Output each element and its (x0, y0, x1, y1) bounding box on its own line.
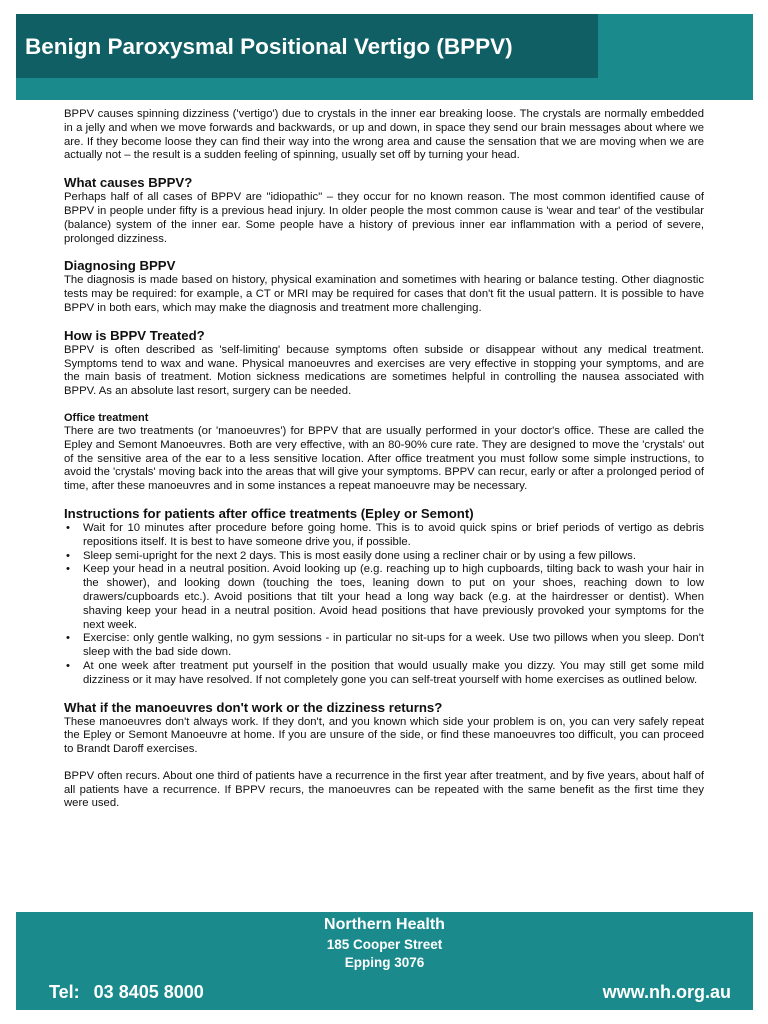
list-item-text: Keep your head in a neutral position. Avoid looking up (e.g. reaching up to high cupboards, tilting back to wash your hair in the shower), and looking down (touching the toes, leaning down to put on your shoes, reaching down to low drawers/cupboards etc.). Avoid positions that tilt your head a long way back (e.g. at the hairdresser or dentist). When shaving keep your head in a neutral position. Avoid head positions that have previously provoked your symptoms for the next week. (83, 563, 704, 631)
bullet-icon: • (66, 659, 70, 672)
section-body-recurs-1: These manoeuvres don't always work. If they don't, and you known which side your problem is on, you can very safely repeat the Epley or Semont Manoeuvre at home. If you are unsure of the side, or find these manoeuvres too difficult, you can proceed to Brandt Daroff exercises. (64, 715, 704, 756)
footer-band (16, 912, 753, 1010)
bullet-icon: • (66, 632, 70, 645)
telephone-number[interactable]: 03 8405 8000 (93, 982, 204, 1002)
footer-organisation: Northern Health (324, 916, 445, 933)
bullet-icon: • (66, 549, 70, 562)
bullet-icon: • (66, 563, 70, 576)
list-item-text: At one week after treatment put yourself in the position that would usually make you dizzy. You may still get some mild dizziness or it may have resolved. If not completely gone you can self-treat yourself with home exercises as outlined below. (83, 659, 704, 686)
section-heading-causes: What causes BPPV? (64, 175, 193, 191)
main-content (64, 108, 704, 811)
list-item (64, 660, 704, 688)
list-item (64, 522, 704, 550)
intro-paragraph: BPPV causes spinning dizziness ('vertigo') due to crystals in the inner ear breaking loose. The crystals are normally embedded in a jelly and when we move forwards and backwards, or up and down, in space they send our brain messages about where we are. If they become loose they can find their way into the wrong area and cause the sensation that we are moving when we are actually not – the result is a sudden feeling of spinning, usually set off by turning your head. (64, 108, 704, 162)
section-body-office-treatment: There are two treatments (or 'manoeuvres') for BPPV that are usually performed in your doctor's office. These are called the Epley and Semont Manoeuvres. Both are very effective, with an 80-90% cure rate. They are designed to move the 'crystals' out of the sensitive area of the ear to a less sensitive location. After office treatment you must follow some simple instructions, to avoid the 'crystals' moving back into the areas that will give your symptoms. BPPV can recur, early or after a prolonged period of time, after these manoeuvres and in some instances a repeat manoeuvre may be necessary. (64, 424, 704, 493)
section-body-diagnosing: The diagnosis is made based on history, physical examination and sometimes with hearing or balance testing. Other diagnostic tests may be required: for example, a CT or MRI may be required for cases that don't fit the usual pattern. It is possible to have BPPV in both ears, which may make the diagnosis and treatment more challenging. (64, 274, 704, 314)
subheading-office-treatment: Office treatment (64, 411, 149, 424)
list-item (64, 632, 704, 660)
telephone-label: Tel: (49, 982, 80, 1002)
section-heading-diagnosing: Diagnosing BPPV (64, 258, 176, 274)
footer-telephone (49, 982, 204, 1003)
bullet-icon: • (66, 521, 70, 534)
section-body-causes: Perhaps half of all cases of BPPV are "idiopathic" – they occur for no known reason. The most common identified cause of BPPV in people under fifty is a previous head injury. In older people the most common cause is 'wear and tear' of the vestibular (balance) system of the inner ear. Some people have a history of previous inner ear inflammation with a period of severe, prolonged dizziness. (64, 191, 704, 245)
list-item-text: Wait for 10 minutes after procedure before going home. This is to avoid quick spins or brief periods of vertigo as debris repositions itself. It is best to have someone drive you, if possible. (83, 521, 704, 548)
footer-website-link[interactable]: www.nh.org.au (602, 982, 731, 1002)
instructions-list (64, 522, 704, 688)
list-item (64, 563, 704, 632)
section-body-treated: BPPV is often described as 'self-limiting' because symptoms often subside or disappear without any medical treatment. Symptoms tend to wax and wane. Physical manoeuvres and exercises are very effective in stopping your symptoms, and are the main basis of treatment. Motion sickness medications are sometimes helpful in controlling the nausea associated with BPPV. As an absolute last resort, surgery can be needed. (64, 343, 704, 398)
footer-street-address: 185 Cooper Street (326, 937, 443, 952)
list-item-text: Sleep semi-upright for the next 2 days. This is most easily done using a recliner chair or by using a few pillows. (83, 549, 636, 562)
page-title: Benign Paroxysmal Positional Vertigo (BPPV) (25, 34, 513, 59)
list-item (64, 550, 704, 564)
section-heading-instructions: Instructions for patients after office treatments (Epley or Semont) (64, 505, 474, 521)
list-item-text: Exercise: only gentle walking, no gym sessions - in particular no sit-ups for a week. Use two pillows when you sleep. Don't sleep with the bad side down. (83, 632, 704, 659)
footer-suburb: Epping 3076 (344, 955, 425, 970)
section-heading-treated: How is BPPV Treated? (64, 327, 205, 343)
section-heading-recurs: What if the manoeuvres don't work or the dizziness returns? (64, 699, 443, 715)
section-body-recurs-2: BPPV often recurs. About one third of patients have a recurrence in the first year after treatment, and by five years, about half of all patients have a recurrence. If BPPV recurs, the manoeuvres can be repeated with the same benefit as the first time they were used. (64, 769, 704, 810)
